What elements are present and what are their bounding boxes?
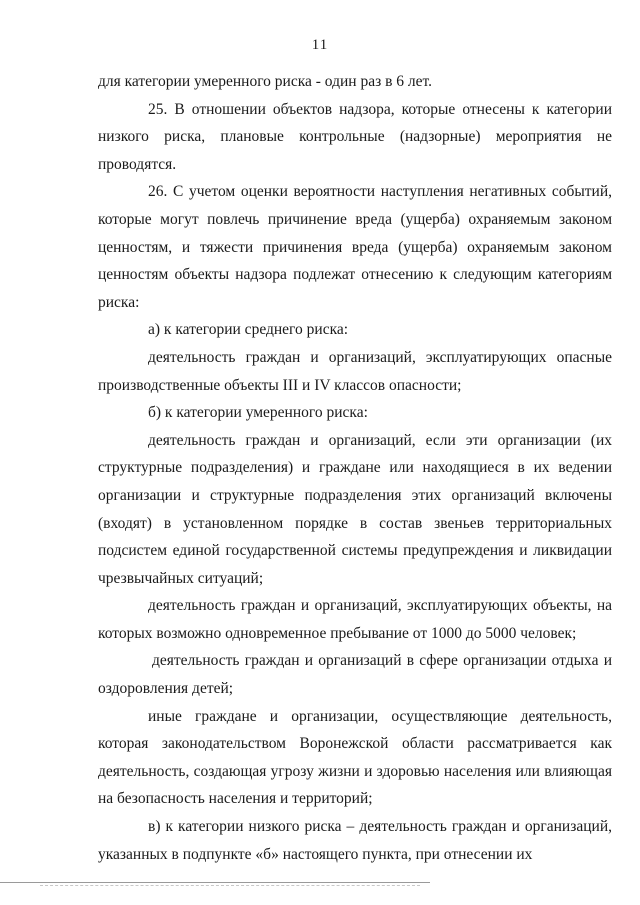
item-b-text-4: иные граждане и организации, осуществляющие деятельность, которая законодательством Воронежской области рассматривается как деятельность, создающая угрозу жизни и здоровью населения или влияющая на безопасность населения и территорий;	[98, 707, 612, 808]
item-b-heading: б) к категории умеренного риска:	[148, 404, 368, 422]
footer-rule-faint	[40, 885, 420, 886]
item-a-heading: а) к категории среднего риска:	[148, 321, 349, 339]
item-b-text-2: деятельность граждан и организаций, эксплуатирующих объекты, на которых возможно одновременное пребывание от 1000 до 5000 человек;	[98, 597, 612, 642]
item-c-text: в) к категории низкого риска – деятельность граждан и организаций, указанных в подпункте «б» настоящего пункта, при отнесении их	[98, 818, 612, 863]
footer-rule	[0, 882, 430, 883]
item-a-text: деятельность граждан и организаций, эксплуатирующих опасные производственные объекты III и IV классов опасности;	[98, 348, 612, 394]
document-body	[98, 68, 612, 868]
page-number: 11	[311, 37, 329, 53]
item-b-text-1: деятельность граждан и организаций, если эти организации (их структурные подразделения) и граждане или находящиеся в их ведении организации и структурные подразделения этих организаций включены (входят) в установленном порядке в состав звеньев территориальных подсистем единой государственной системы предупреждения и ликвидации чрезвычайных ситуаций;	[98, 431, 612, 587]
paragraph-25: 25. В отношении объектов надзора, которые отнесены к категории низкого риска, плановые контрольные (надзорные) мероприятия не проводятся.	[98, 100, 612, 173]
paragraph-continuation: для категории умеренного риска - один раз в 6 лет.	[98, 73, 432, 90]
item-b-text-3: деятельность граждан и организаций в сфере организации отдыха и оздоровления детей;	[98, 652, 612, 698]
paragraph-26: 26. С учетом оценки вероятности наступления негативных событий, которые могут повлечь причинение вреда (ущерба) охраняемым законом ценностям, и тяжести причинения вреда (ущерба) охраняемым законом ценностям объекты надзора подлежат отнесению к следующим категориям риска:	[98, 183, 612, 311]
